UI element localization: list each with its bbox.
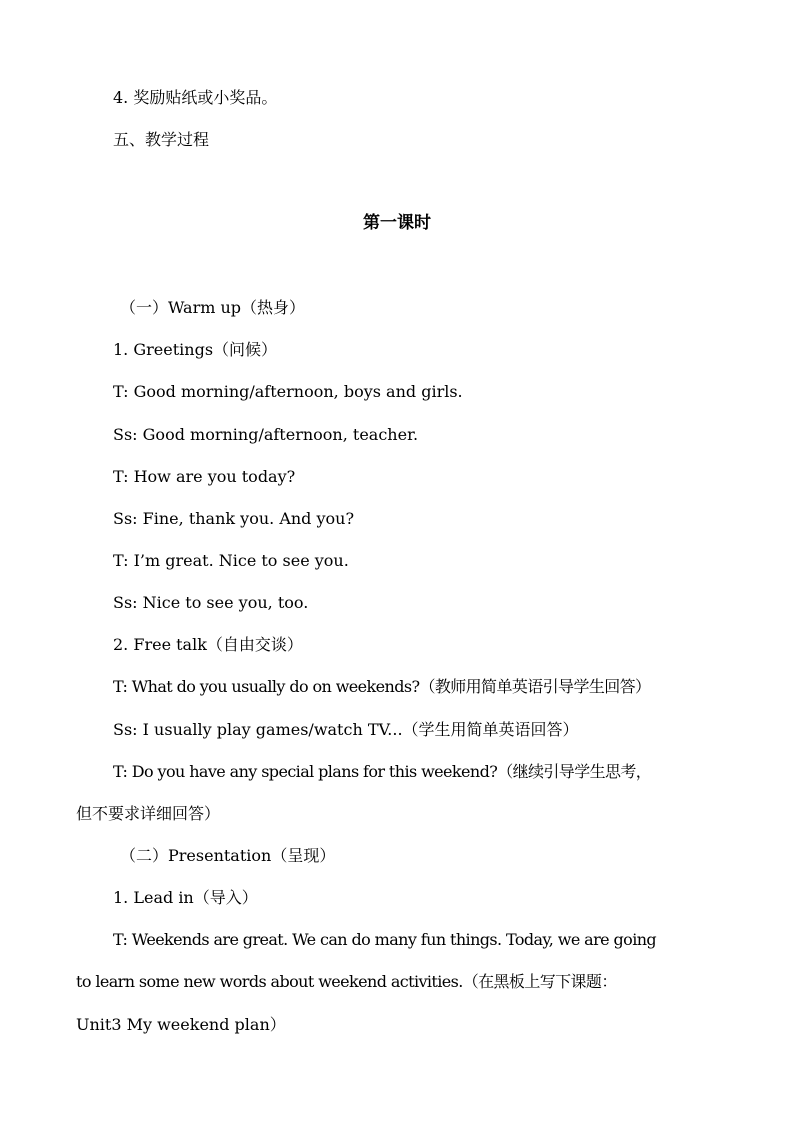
dialogue-line-continuation: to learn some new words about weekend activities.（在黑板上写下课题：: [76, 972, 617, 991]
dialogue-line-students: Ss: Good morning/afternoon, teacher.: [113, 425, 419, 444]
dialogue-line-teacher: T: Good morning/afternoon, boys and girls.: [113, 382, 463, 401]
subsection-heading-warm-up: （一）Warm up（热身）: [120, 298, 306, 317]
dialogue-line-teacher: T: What do you usually do on weekends?（教师用简单英语引导学生回答）: [113, 677, 651, 696]
dialogue-line-teacher: T: I’m great. Nice to see you.: [113, 551, 349, 570]
dialogue-line-teacher: T: Weekends are great. We can do many fun things. Today, we are going: [113, 930, 657, 949]
dialogue-line-teacher: T: How are you today?: [113, 467, 296, 486]
list-item-reward-stickers: 4. 奖励贴纸或小奖品。: [113, 88, 278, 107]
dialogue-line-teacher: T: Do you have any special plans for this weekend?（继续引导学生思考，: [113, 762, 652, 781]
step-heading-greetings: 1. Greetings（问候）: [113, 340, 278, 359]
dialogue-line-students: Ss: Fine, thank you. And you?: [113, 509, 355, 528]
dialogue-line-students: Ss: Nice to see you, too.: [113, 593, 309, 612]
subsection-heading-presentation: （二）Presentation（呈现）: [120, 846, 336, 865]
lesson-title: 第一课时: [363, 213, 431, 233]
step-heading-lead-in: 1. Lead in（导入）: [113, 888, 258, 907]
dialogue-line-continuation: Unit3 My weekend plan）: [76, 1015, 286, 1034]
dialogue-line-continuation: 但不要求详细回答）: [76, 804, 221, 823]
dialogue-line-students: Ss: I usually play games/watch TV...（学生用简单英语回答）: [113, 720, 579, 739]
step-heading-free-talk: 2. Free talk（自由交谈）: [113, 635, 303, 654]
section-heading-teaching-process: 五、教学过程: [113, 130, 210, 149]
